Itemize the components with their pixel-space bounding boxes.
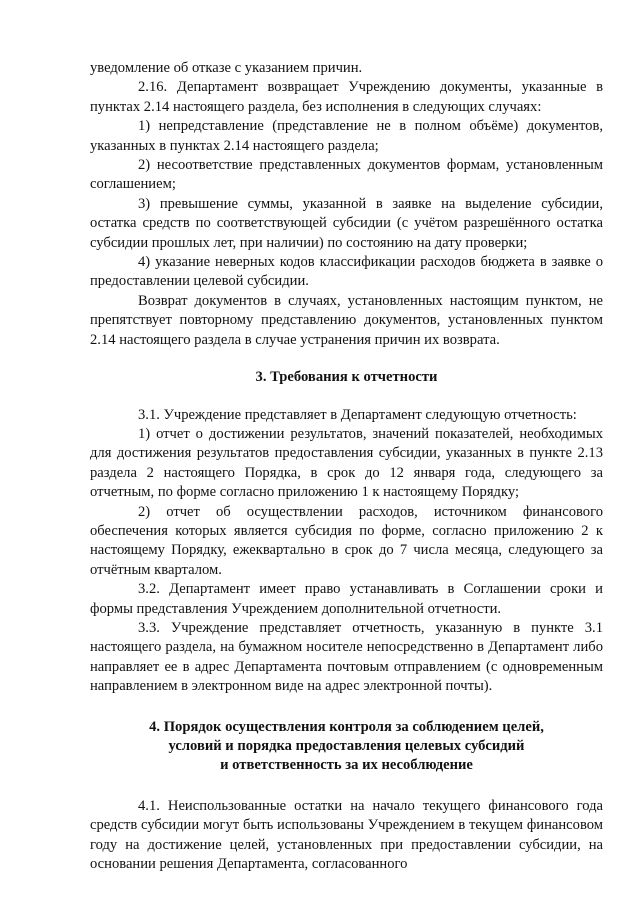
section-4-heading-line-3: и ответственность за их несоблюдение	[220, 757, 473, 774]
section-3-heading: 3. Требования к отчетности	[255, 369, 438, 386]
paragraph-3-1: 3.1. Учреждение представляет в Департамент следующую отчетность:	[138, 406, 577, 423]
paragraph-2-16: 2.16. Департамент возвращает Учреждению документы, указанные в пунктах 2.14 настоящего раздела, без исполнения в следующих случаях:	[90, 79, 603, 115]
section-4-heading-line-1: 4. Порядок осуществления контроля за соблюдением целей,	[149, 718, 544, 735]
list-item-2-16-3: 3) превышение суммы, указанной в заявке на выделение субсидии, остатка средств по соответствующей субсидии (с учётом разрешённого остатка субсидии прошлых лет, при наличии) по состоянию на дату проверки;	[90, 195, 603, 251]
list-item-2-16-4: 4) указание неверных кодов классификации расходов бюджета в заявке о предоставлении целевой субсидии.	[90, 254, 603, 290]
paragraph-3-3: 3.3. Учреждение представляет отчетность, указанную в пункте 3.1 настоящего раздела, на бумажном носителе непосредственно в Департамент либо направляет ее в адрес Департамента почтовым отправлением (с одновременным направлением в электронном виде на адрес электронной почты).	[90, 619, 603, 695]
list-item-2-16-1: 1) непредставление (представление не в полном объёме) документов, указанных в пунктах 2.14 настоящего раздела;	[90, 118, 603, 154]
paragraph-3-2: 3.2. Департамент имеет право устанавливать в Соглашении сроки и формы представления Учреждением дополнительной отчетности.	[90, 581, 603, 617]
paragraph-4-1: 4.1. Неиспользованные остатки на начало текущего финансового года средств субсидии могут быть использованы Учреждением в текущем финансовом году на достижение целей, установленных при предоставлении субсидии, на основании решения Департамента, согласованного	[90, 797, 603, 873]
list-item-2-16-2: 2) несоответствие представленных документов формам, установленным соглашением;	[90, 157, 603, 193]
paragraph-refusal-notice: уведомление об отказе с указанием причин.	[90, 60, 363, 76]
document-body	[90, 59, 603, 874]
section-4-heading-line-2: условий и порядка предоставления целевых субсидий	[168, 738, 525, 754]
list-item-3-1-2: 2) отчет об осуществлении расходов, источником финансового обеспечения которых является субсидия по форме, согласно приложению 2 к настоящему Порядку, ежеквартально в срок до 7 числа месяца, следующего за отчётным кварталом.	[90, 503, 603, 578]
section-4-heading	[90, 718, 603, 776]
list-item-3-1-1: 1) отчет о достижении результатов, значений показателей, необходимых для достижения результатов предоставления субсидии, указанных в пункте 2.13 раздела 2 настоящего Порядка, в срок до 12 января года, следующего за отчетным, по форме согласно приложению 1 к настоящему Порядку;	[90, 425, 603, 501]
paragraph-return-documents: Возврат документов в случаях, установленных настоящим пунктом, не препятствует повторному представлению документов, установленных пунктом 2.14 настоящего раздела в случае устранения причин их возврата.	[90, 292, 603, 348]
